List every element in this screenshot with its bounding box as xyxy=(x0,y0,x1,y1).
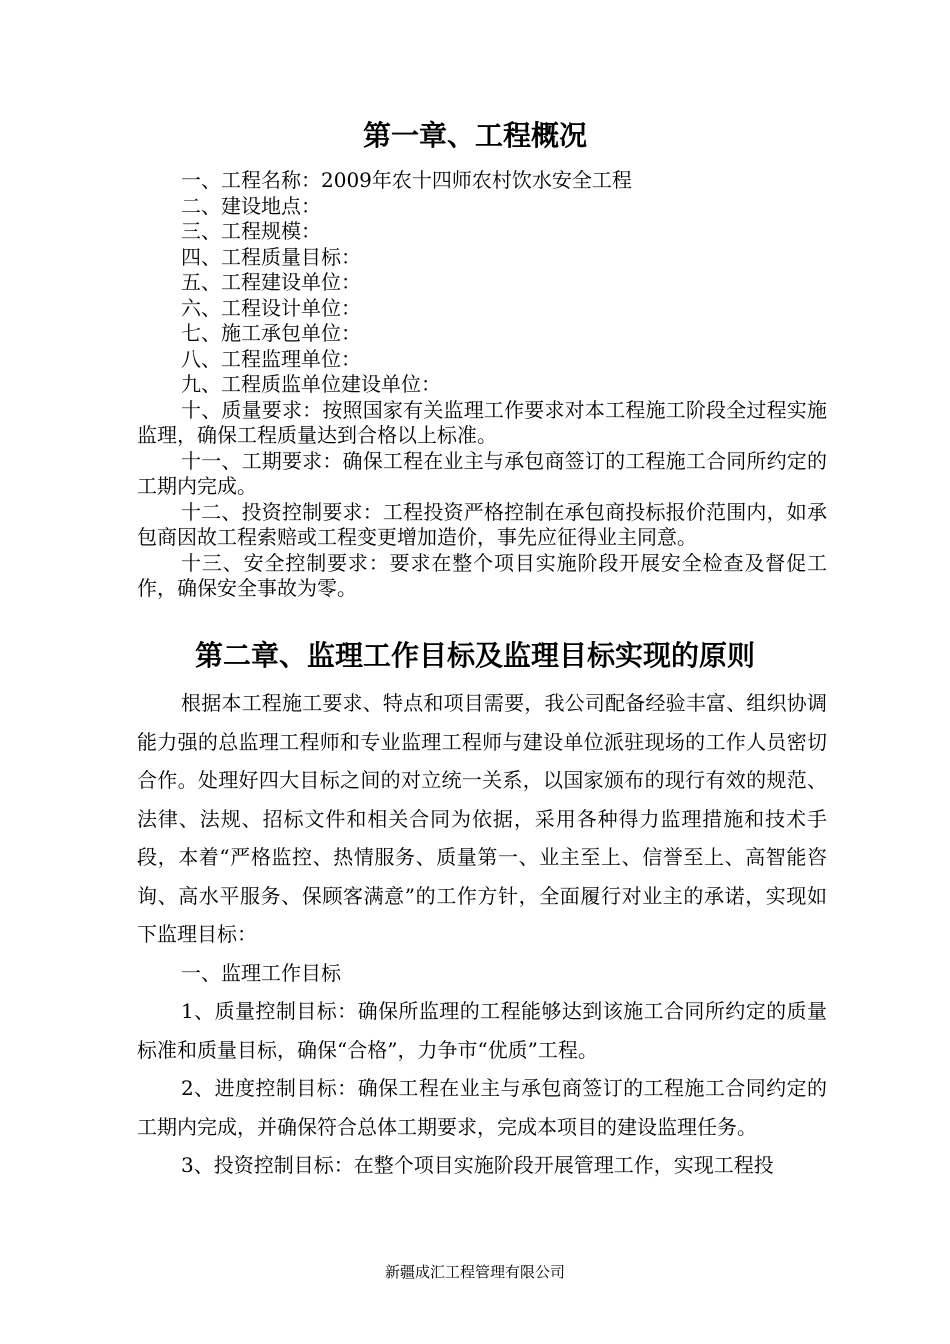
contractor-item: 七、施工承包单位： xyxy=(181,321,361,345)
chapter-2-body xyxy=(137,684,827,1185)
construction-unit-item: 五、工程建设单位： xyxy=(181,270,361,294)
quality-control-paragraph: 1、质量控制目标：确保所监理的工程能够达到该施工合同所约定的质量标准和质量目标，确保“合格”，力争市“优质”工程。 xyxy=(137,999,827,1062)
design-unit-item: 六、工程设计单位： xyxy=(181,295,361,320)
supervision-unit-item: 八、工程监理单位： xyxy=(181,346,361,371)
investment-control-paragraph: 3、投资控制目标：在整个项目实施阶段开展管理工作，实现工程投 xyxy=(181,1153,774,1177)
schedule-control-paragraph: 2、进度控制目标：确保工程在业主与承包商签订的工程施工合同约定的工期内完成，并确保符合总体工期要求，完成本项目的建设监理任务。 xyxy=(137,1076,827,1139)
intro-paragraph: 根据本工程施工要求、特点和项目需要，我公司配备经验丰富、组织协调能力强的总监理工程师和专业监理工程师与建设单位派驻现场的工作人员密切合作。处理好四大目标之间的对立统一关系，以国家颁布的现行有效的规范、法律、法规、招标文件和相关合同为依据，采用各种得力监理措施和技术手段，本着“严格监控、热情服务、质量第一、业主至上、信誉至上、高智能咨询、高水平服务、保顾客满意”的工作方针，全面履行对业主的承诺，实现如下监理目标： xyxy=(137,691,827,946)
investment-requirement-item: 十二、投资控制要求：工程投资严格控制在承包商投标报价范围内，如承包商因故工程索赔或工程变更增加造价，事先应征得业主同意。 xyxy=(137,499,827,549)
chapter-1-body xyxy=(137,168,827,602)
project-scale-item: 三、工程规模： xyxy=(181,219,321,243)
construction-site-item: 二、建设地点： xyxy=(181,193,321,218)
quality-requirement-item: 十、质量要求：按照国家有关监理工作要求对本工程施工阶段全过程实施监理，确保工程质量达到合格以上标准。 xyxy=(137,397,827,447)
chapter-2-title: 第二章、监理工作目标及监理目标实现的原则 xyxy=(194,639,755,672)
quality-target-item: 四、工程质量目标： xyxy=(181,244,361,269)
schedule-requirement-item: 十一、工期要求：确保工程在业主与承包商签订的工程施工合同所约定的工期内完成。 xyxy=(137,448,827,498)
safety-requirement-item: 十三、安全控制要求：要求在整个项目实施阶段开展安全检查及督促工作，确保安全事故为零。 xyxy=(137,550,827,600)
project-name-item: 一、工程名称：2009年农十四师农村饮水安全工程 xyxy=(181,168,632,192)
section-heading: 一、监理工作目标 xyxy=(181,960,341,985)
quality-supervision-item: 九、工程质监单位建设单位： xyxy=(181,372,441,396)
page-footer: 新疆成汇工程管理有限公司 xyxy=(384,1263,565,1281)
chapter-1-title: 第一章、工程概况 xyxy=(362,119,587,152)
